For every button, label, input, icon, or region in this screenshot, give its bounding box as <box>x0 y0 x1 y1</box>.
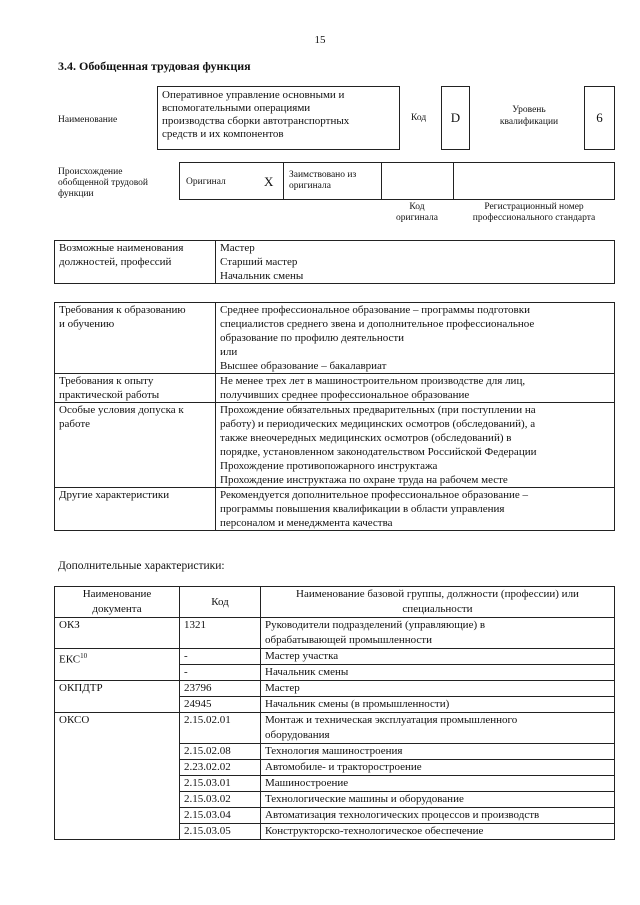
registration-number-cell <box>454 163 614 199</box>
requirement-label-line: Требования к опыту <box>59 375 154 387</box>
positions-values <box>216 241 615 284</box>
position-item: Старший мастер <box>220 256 298 268</box>
qualification-level-box <box>584 86 615 150</box>
code-cell: 2.15.03.05 <box>180 824 261 840</box>
name-line: Автомобиле- и тракторостроение <box>265 761 422 773</box>
borrowed-label-line: Заимствовано из <box>289 170 357 180</box>
name-line: Мастер участка <box>265 650 339 662</box>
name-cell <box>261 808 615 824</box>
function-name-line: производства сборки автотранспортных <box>162 115 350 127</box>
name-label: Наименование <box>58 115 118 125</box>
name-line: Конструкторско-технологическое обеспечение <box>265 825 484 837</box>
name-line: Технология машиностроения <box>265 745 403 757</box>
requirement-value <box>216 488 615 531</box>
name-line: Руководители подразделений (управляющие) в <box>265 619 486 631</box>
function-name-box <box>157 86 400 150</box>
original-cell <box>180 163 284 199</box>
code-cell: 2.15.03.04 <box>180 808 261 824</box>
requirement-value-line: Прохождение инструктажа по охране труда на рабочем месте <box>220 474 508 486</box>
requirements-row <box>55 488 615 531</box>
name-cell <box>261 760 615 776</box>
original-mark: X <box>264 174 274 189</box>
requirements-table <box>54 302 615 531</box>
position-item: Начальник смены <box>220 270 304 282</box>
doc-name <box>55 713 180 840</box>
name-line: Мастер <box>265 682 300 694</box>
additional-characteristics-title: Дополнительные характеристики: <box>58 560 225 572</box>
regnum-caption-line: профессионального стандарта <box>472 213 596 223</box>
requirements-row <box>55 303 615 374</box>
borrowed-cell <box>284 163 382 199</box>
original-label: Оригинал <box>186 177 226 187</box>
level-label-line: Уровень <box>512 105 546 115</box>
code-value-box <box>441 86 470 150</box>
origin-label-line: обобщенной трудовой <box>58 178 148 188</box>
doc-name <box>55 681 180 713</box>
header-name <box>261 587 615 618</box>
qualification-level-label <box>481 104 577 128</box>
code-cell: 23796 <box>180 681 261 697</box>
doc-name <box>55 618 180 649</box>
code-cell: 2.23.02.02 <box>180 760 261 776</box>
doc-name-text: ОКСО <box>59 714 90 726</box>
footnote-ref: 10 <box>80 652 88 660</box>
name-cell <box>261 697 615 713</box>
table-header-row <box>55 587 615 618</box>
positions-label-line: Возможные наименования <box>59 242 184 254</box>
name-line: Автоматизация технологических процессов и производств <box>265 809 540 821</box>
name-cell <box>261 665 615 681</box>
code-cell: 1321 <box>180 618 261 649</box>
name-cell <box>261 649 615 665</box>
table-row <box>55 681 615 697</box>
table-row <box>55 618 615 649</box>
header-line: Наименование базовой группы, должности (профессии) или <box>296 588 579 600</box>
requirement-value-line: программы повышения квалификации в области управления <box>220 503 505 515</box>
level-label-line: квалификации <box>499 117 559 127</box>
function-name-line: средств и их компонентов <box>162 128 284 140</box>
qualification-level-value: 6 <box>596 110 603 125</box>
doc-name-text: ЕКС <box>59 653 81 666</box>
origin-label-line: Происхождение <box>58 167 123 177</box>
name-cell <box>261 713 615 744</box>
requirement-value-line: Среднее профессиональное образование – программы подготовки <box>220 304 530 316</box>
requirement-value-line: также внеочередных медицинских осмотров (обследований) в <box>220 432 512 444</box>
requirement-value <box>216 403 615 488</box>
requirement-value-line: работу) и периодических медицинских осмотров (обследований), а <box>220 418 536 430</box>
requirement-label-line: Другие характеристики <box>59 489 170 501</box>
borrowed-label <box>289 170 356 192</box>
borrowed-label-line: оригинала <box>289 181 331 191</box>
code-cell: 2.15.03.02 <box>180 792 261 808</box>
name-cell <box>261 681 615 697</box>
name-line: Машиностроение <box>265 777 349 789</box>
requirement-value-line: образование по профилю деятельности <box>220 332 405 344</box>
requirement-value-line: Не менее трех лет в машиностроительном производстве для лиц, <box>220 375 526 387</box>
regnum-caption-line: Регистрационный номер <box>484 202 584 212</box>
code-caption-line: оригинала <box>396 213 438 223</box>
code-cell: - <box>180 649 261 665</box>
name-cell <box>261 792 615 808</box>
doc-name <box>55 649 180 681</box>
page-number: 15 <box>314 34 326 46</box>
name-cell <box>261 744 615 760</box>
requirement-label <box>55 374 216 403</box>
requirement-label-line: работе <box>59 418 91 430</box>
header-document <box>55 587 180 618</box>
doc-name-text: ОКЗ <box>59 619 80 631</box>
requirement-value-line: порядке, установленном законодательством Российской Федерации <box>220 446 537 458</box>
code-cell: 24945 <box>180 697 261 713</box>
origin-label-line: функции <box>58 189 94 199</box>
name-line: Технологические машины и оборудование <box>265 793 464 805</box>
position-item: Мастер <box>220 242 255 254</box>
code-cell: 2.15.03.01 <box>180 776 261 792</box>
original-code-caption <box>381 202 453 224</box>
requirements-row <box>55 403 615 488</box>
table-row <box>55 649 615 665</box>
requirement-value <box>216 303 615 374</box>
requirement-value-line: персоналом и менеджмента качества <box>220 517 393 529</box>
table-row <box>55 713 615 744</box>
name-line: Монтаж и техническая эксплуатация промышленного <box>265 714 518 726</box>
positions-label <box>55 241 216 284</box>
doc-name-text: ОКПДТР <box>59 682 103 694</box>
requirement-value-line: Рекомендуется дополнительное профессиональное образование – <box>220 489 529 501</box>
positions-label-line: должностей, профессий <box>59 256 172 268</box>
code-cell: - <box>180 665 261 681</box>
name-line: Начальник смены <box>265 666 349 678</box>
origin-label <box>58 167 173 200</box>
header-line: Наименование <box>82 588 152 600</box>
requirement-value-line: Прохождение обязательных предварительных (при поступлении на <box>220 404 536 416</box>
registration-number-caption <box>453 202 615 224</box>
original-code-cell <box>382 163 454 199</box>
requirement-value-line: Прохождение противопожарного инструктажа <box>220 460 438 472</box>
requirement-label <box>55 303 216 374</box>
header-line: специальности <box>402 603 473 615</box>
requirement-value-line: получивших среднее профессиональное образование <box>220 389 470 401</box>
requirement-label-line: практической работы <box>59 389 160 401</box>
requirement-value <box>216 374 615 403</box>
positions-table <box>54 240 615 284</box>
requirements-row <box>55 374 615 403</box>
name-line: Начальник смены (в промышленности) <box>265 698 450 710</box>
code-label: Код <box>411 113 427 123</box>
name-cell <box>261 618 615 649</box>
code-caption-line: Код <box>409 202 425 212</box>
code-value: D <box>450 110 461 125</box>
requirement-label-line: Особые условия допуска к <box>59 404 184 416</box>
header-line: документа <box>92 603 142 615</box>
name-cell <box>261 824 615 840</box>
function-name-line: вспомогательными операциями <box>162 102 311 114</box>
code-cell: 2.15.02.01 <box>180 713 261 744</box>
origin-row <box>179 162 615 200</box>
requirement-value-line: Высшее образование – бакалавриат <box>220 360 387 372</box>
section-title: 3.4. Обобщенная трудовая функция <box>58 59 251 73</box>
name-line: оборудования <box>265 729 330 741</box>
code-cell: 2.15.02.08 <box>180 744 261 760</box>
name-cell <box>261 776 615 792</box>
requirement-label <box>55 488 216 531</box>
additional-characteristics-table <box>54 586 615 840</box>
header-line: Код <box>211 595 229 608</box>
header-code <box>180 587 261 618</box>
requirement-label-line: и обучению <box>59 318 115 330</box>
requirement-label <box>55 403 216 488</box>
name-line: обрабатывающей промышленности <box>265 634 433 646</box>
function-name-line: Оперативное управление основными и <box>162 89 345 101</box>
requirement-value-line: специалистов среднего звена и дополнительное профессиональное <box>220 318 535 330</box>
requirement-label-line: Требования к образованию <box>59 304 186 316</box>
requirement-value-line: или <box>220 346 238 358</box>
